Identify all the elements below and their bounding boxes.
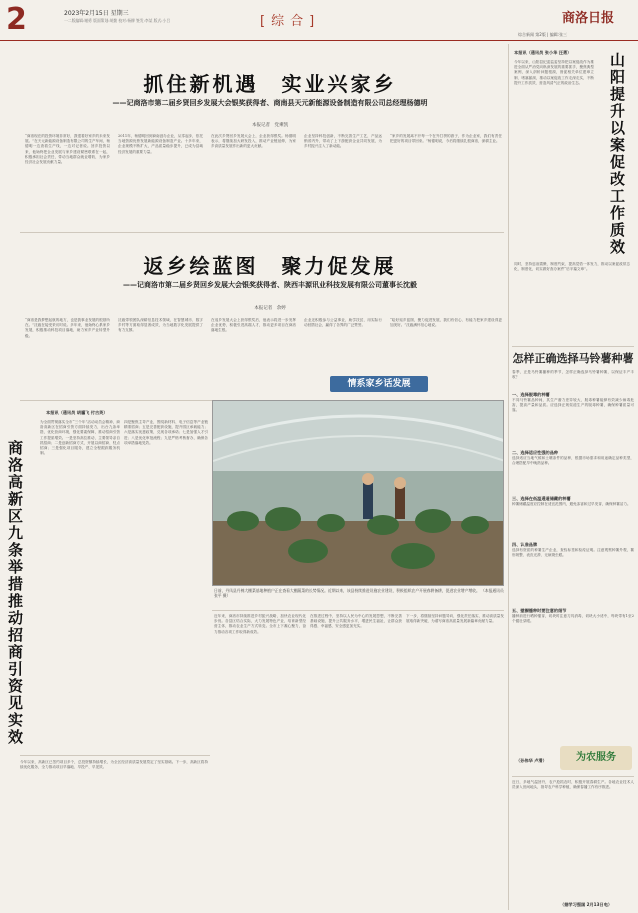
ad-label: 为农服务 [576,752,616,763]
divider [20,755,210,756]
section-banner: 情系家乡话发展 [330,376,428,392]
header-right-note: 综合新闻 第2版 | 编辑:张三 [518,32,568,37]
editor-line: 一二版编辑:谢勇 版面策划:胡勤 校对:杨柳 签发:李某 版式:小吕 [64,18,171,23]
article2-body-col: “绘好返乡蓝图，聚力促进发展，我们有信心、有能力把家乡建设得更加美好。”沈毅满怀信心地说。 [390,318,502,328]
right-article-paragraph: 播种前进行晒种催芽，切块时注意刀具消毒，切块大小适中，每块带有1至2个健壮芽眼。 [512,614,634,624]
right-article-paragraph: 不同马铃薯品种间，其生产潜力差异较大，脱毒种薯能够有效减少病毒危害，提高产量和品质。应选择正规渠道生产的脱毒种薯，确保种薯质量可靠。 [512,398,634,413]
photo-caption-text: 日前，丹凤县丹棉大棚菜基地种植户正在查看大棚蔬菜的长势情况。近期以来，该县持续推进设施农业建设，积极组织农户开展春耕备耕，促进农业增产增收。 [214,588,480,593]
right-article-section: 二、选择适应性强的品种 [512,450,559,455]
left-vertical-title: 商洛高新区九条举措推动招商引资见实效 [6,440,24,746]
right-vertical-byline: 本报讯（通讯员 张小华 汪勇） [514,50,572,55]
photo-credit: （本报通讯员 张平 摄） [214,588,504,598]
right-bottom-body: 近日，多地气温回升，农户抢抓农时，积极开展春耕生产。各地农业技术人员深入田间地头，指导农户科学种植，确保春播工作有序推进。 [512,780,634,790]
greenhouse-photo-image [213,401,504,586]
article2-subtitle: ——记商洛市第二届乡贤回乡发展大会银奖获得者、陕西丰源讯业科技发展有限公司董事长沈毅 [123,281,417,289]
left-vertical-byline: 本报讯（通讯员 胡骥飞 付古英） [46,410,108,415]
bottom-article-body: 在推进过程中，坚持以人民为中心的发展思想，不断完善基础设施，提升公共服务水平，增进民生福祉，让群众获得感、幸福感、安全感更加充实。 [310,614,402,629]
article1-byline: 本报记者 党乘凯 [252,123,288,128]
article2-title: 返乡绘蓝图 聚力促发展 [143,254,397,278]
right-article-title: 怎样正确选择马铃薯种薯 [512,352,634,365]
right-article-content [512,370,634,750]
right-article-paragraph: 选择适应当地气候和土壤条件的品种，根据市场需求和用途确定品种类型，合理搭配早中晚熟品种。 [512,456,634,466]
bottom-article-body: 近年来，商洛市持续推进乡村振兴战略，加快农业现代化步伐。各县区结合实际，大力发展特色产业，培育新型经营主体，推动农业生产方式转变。全市上下凝心聚力，奋力推动各项工作取得新成效。 [214,614,306,634]
article2-body-col: 企业还积极参与公益事业，助学扶贫，用实际行动回馈社会，赢得了各界的广泛赞誉。 [304,318,382,328]
left-vertical-body: 四是聚焦主导产业，围绕新材料、电子信息等产业链精准招商；五是完善配套设施，提升园区承载能力；六是落实优惠政策，兑现各项承诺；七是加强人才引进；八是优化审批流程；九是严格考核督办，确保各项举措落地见效。 [124,420,208,445]
column-divider [508,44,509,910]
article1-body-col: “商洛现在的投资环境非常好，我很看好家乡的未来发展。”在天元新能源设备制造有限公司的生产车间，杨德明一边查看生产线，一边对记者说。回乡投资以来，他始终把企业发展与家乡建设紧密联系在一起，积极承担社会责任，带动当地群众就业增收，为家乡经济社会发展贡献力量。 [25,134,110,165]
right-vertical-body: 今年以来，山阳县纪委监委坚持把以案促改作为推进全面从严治党向纵深发展的重要抓手，聚焦典型案例，深入剖析问题根源，督促相关单位建章立制、堵塞漏洞，推动以案促改工作走深走实，不断提升工作质效，营造风清气正的政治生态。 [514,60,594,85]
article1-body-col: 企业坚持科技创新，不断完善生产工艺，产品远销省内外，带动了上下游配套企业共同发展，为乡村振兴注入了新动能。 [304,134,382,149]
issue-date: 2023年2月15日 星期三 [64,10,129,17]
article1-title: 抓住新机遇 实业兴家乡 [143,72,397,96]
ad-box [560,746,632,770]
article1-body-col: 在此次乡贤回乡发展大会上，企业获得银奖。杨德明表示，将继续加大研发投入，推动产业链延伸，为家乡高质量发展作出新的更大贡献。 [211,134,296,149]
column-title: [综合] [260,14,321,29]
left-bottom-body: 今年以来，高新区已签约项目多个，总投资额持续增长，为全区经济高质量发展奠定了坚实基础。下一步，高新区将持续优化服务，全力推动项目早落地、早投产、早见效。 [20,760,208,770]
article1-body-col: 2011年，杨德明回到商南创办企业，从零起步，依托当地资源优势发展新能源设备制造产业。十多年来，企业规模不断扩大，产品质量稳步提升，已成为县域经济发展的重要力量。 [118,134,203,154]
right-article-paragraph: 种薯储藏温度应控制在适宜范围内，避免冻害和过早发芽，确保种薯活力。 [512,502,631,506]
article2-byline: 本报记者 余婷 [254,306,286,311]
article2-body-col: 在返乡发展大会上获得银奖后，他表示将进一步发挥企业优势，积极引进高端人才，推动更多项目在商洛落地生根。 [211,318,296,333]
newspaper-logo: 商洛日报 [562,11,615,26]
right-article-intro: 春季，正是马铃薯播种的季节，怎样正确选择马铃薯种薯，以保证丰产丰收？ [512,370,634,380]
divider [212,610,504,611]
left-vertical-body: 为全面贯彻落实全市“三个年”活动动员会精神，商洛高新区在招商引资方面持续发力，出台九条举措，优化营商环境，强化要素保障，推动招商引资工作提质增效。一是坚持高位推动，主要领导亲自抓招商；二是创新招商方式，开展以商招商、驻点招商；三是强化项目服务，建立全程跟踪服务机制。 [40,420,120,456]
article1-body-col: “家乡的发展离不开每一个在外打拼的游子，作为企业家，我们有责任把更好的项目带回来。”杨德明说，今后将继续扎根商洛，深耕主业。 [390,134,502,144]
footer-note: （据学习强国 2月13日电） [560,902,613,907]
right-vertical-title: 山阳提升以案促改工作质效 [608,52,626,256]
article1-subtitle: ——记商洛市第二届乡贤回乡发展大会银奖获得者、商南县天元新能源设备制造有限公司总经理杨德明 [112,99,428,107]
right-article-section: 三、选择在低温通道储藏的种薯 [512,496,571,501]
right-article-paragraph: 选择有资质的种薯生产企业，查验标签和检疫证明。注意观察种薯外观，薯形规整、表皮光滑、无病斑虫眼。 [512,548,634,558]
divider [512,346,634,347]
right-vertical-body: 同时，坚持惩治震慑、制度约束、提高觉悟一体发力，推动以案促改常态化、制度化，切实做好查办案件“后半篇文章”。 [514,262,630,272]
ad-credit: （孙伟华 卢滑） [516,758,547,763]
right-article-section: 四、认准品牌 [512,542,538,547]
photo-caption [214,588,504,608]
divider [20,232,504,233]
right-article-section: 一、选择脱毒的种薯 [512,392,550,397]
header-rule [0,40,638,41]
divider [512,776,634,777]
page-number: 2 [6,2,27,37]
greenhouse-photo [212,400,504,586]
article2-body-col: 沈毅带领团队深耕信息技术领域，在智慧城市、数字乡村等方面取得显著成效，为当地数字化发展提供了有力支撑。 [118,318,203,333]
article2-body-col: “商洛是我梦想起航的地方，也是我事业发展的根基所在。”沈毅在接受采访时说。多年来，他始终心系家乡发展，积极推动科技项目落地，助力家乡产业转型升级。 [25,318,110,338]
right-article-section: 五、壁橱播种时要注意的细节 [512,608,567,613]
bottom-article-body: 下一步，将继续坚持问题导向，强化责任落实，推动高质量发展取得新突破，为谱写商洛高质量发展新篇章贡献力量。 [406,614,504,624]
